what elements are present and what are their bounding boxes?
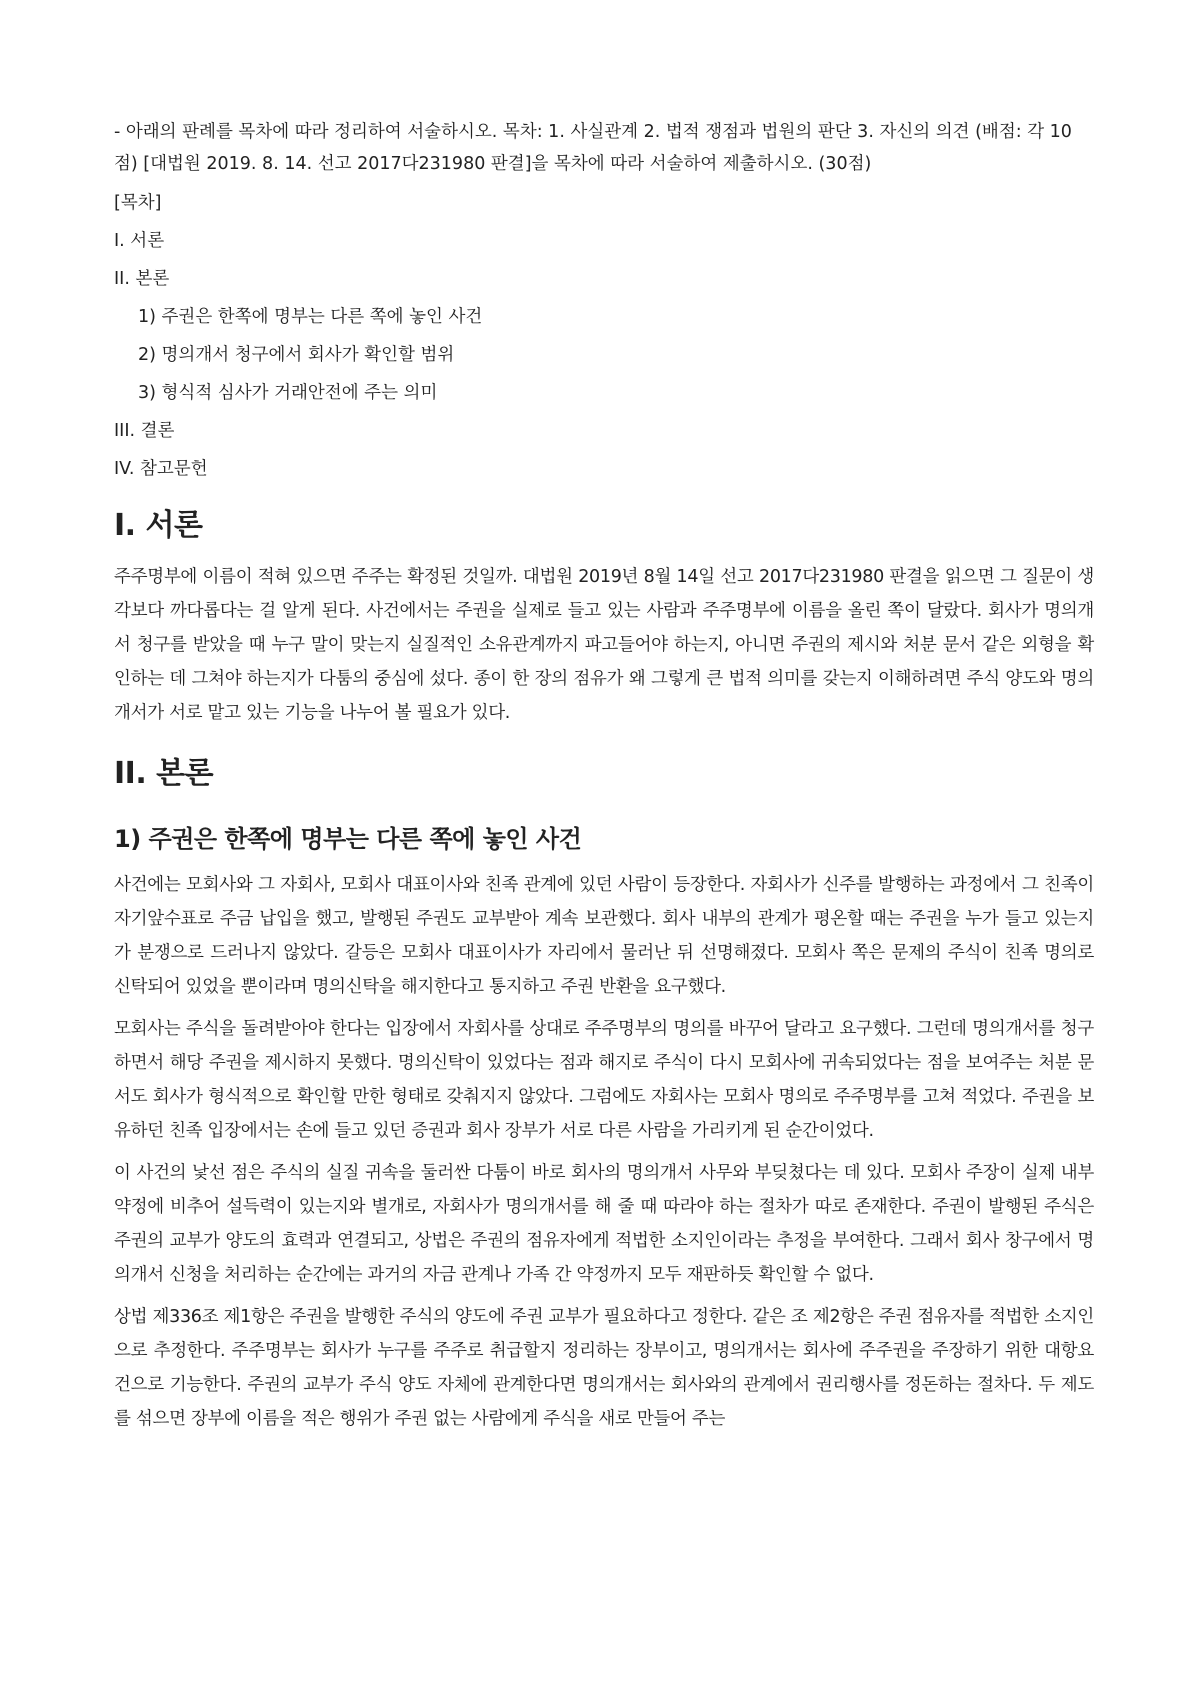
toc-item-body: II. 본론 (114, 269, 170, 289)
toc-subitem-3: 3) 형식적 심사가 거래안전에 주는 의미 (138, 383, 438, 403)
body-paragraph: 이 사건의 낯선 점은 주식의 실질 귀속을 둘러싼 다툼이 바로 회사의 명의개서 사무와 부딪쳤다는 데 있다. 모회사 주장이 실제 내부 약정에 비추어 설득력이 있는지와 별개로, 자회사가 명의개서를 해 줄 때 따라야 하는 절차가 따로 존재한다. 주권이 발행된 주식은 주권의 교부가 양도의 효력과 연결되고, 상법은 주권의 점유자에게 적법한 소지인이라는 추정을 부여한다. 그래서 회사 창구에서 명의개서 신청을 처리하는 순간에는 과거의 자금 관계나 가족 간 약정까지 모두 재판하듯 확인할 수 없다. (114, 1163, 1094, 1285)
toc-subitem-1: 1) 주권은 한쪽에 명부는 다른 쪽에 놓인 사건 (138, 307, 483, 327)
body-paragraph: 모회사는 주식을 돌려받아야 한다는 입장에서 자회사를 상대로 주주명부의 명의를 바꾸어 달라고 요구했다. 그런데 명의개서를 청구하면서 해당 주권을 제시하지 못했다. 명의신탁이 있었다는 점과 해지로 주식이 다시 모회사에 귀속되었다는 점을 보여주는 처분 문서도 회사가 형식적으로 확인할 만한 형태로 갖춰지지 않았다. 그럼에도 자회사는 모회사 명의로 주주명부를 고쳐 적었다. 주권을 보유하던 친족 입장에서는 손에 들고 있던 증권과 회사 장부가 서로 다른 사람을 가리키게 된 순간이었다. (114, 1019, 1094, 1141)
subsection-1-heading: 1) 주권은 한쪽에 명부는 다른 쪽에 놓인 사건 (114, 825, 582, 853)
intro-paragraph: 주주명부에 이름이 적혀 있으면 주주는 확정된 것일까. 대법원 2019년 8월 14일 선고 2017다231980 판결을 읽으면 그 질문이 생각보다 까다롭다는 걸 알게 된다. 사건에서는 주권을 실제로 들고 있는 사람과 주주명부에 이름을 올린 쪽이 달랐다. 회사가 명의개서 청구를 받았을 때 누구 말이 맞는지 실질적인 소유관계까지 파고들어야 하는지, 아니면 주권의 제시와 처분 문서 같은 외형을 확인하는 데 그쳐야 하는지가 다툼의 중심에 섰다. 종이 한 장의 점유가 왜 그렇게 큰 법적 의미를 갖는지 이해하려면 주식 양도와 명의개서가 서로 맡고 있는 기능을 나누어 볼 필요가 있다. (114, 567, 1094, 723)
toc-item-conclusion: III. 결론 (114, 421, 175, 441)
intro-heading: I. 서론 (114, 508, 203, 543)
toc-subitem-2: 2) 명의개서 청구에서 회사가 확인할 범위 (138, 345, 455, 365)
toc-item-intro: I. 서론 (114, 231, 165, 251)
body-paragraph: 사건에는 모회사와 그 자회사, 모회사 대표이사와 친족 관계에 있던 사람이 등장한다. 자회사가 신주를 발행하는 과정에서 그 친족이 자기앞수표로 주금 납입을 했고, 발행된 주권도 교부받아 계속 보관했다. 회사 내부의 관계가 평온할 때는 주권을 누가 들고 있는지가 분쟁으로 드러나지 않았다. 갈등은 모회사 대표이사가 자리에서 물러난 뒤 선명해졌다. 모회사 쪽은 문제의 주식이 친족 명의로 신탁되어 있었을 뿐이라며 명의신탁을 해지한다고 통지하고 주권 반환을 요구했다. (114, 875, 1094, 997)
toc-title: [목차] (114, 193, 162, 213)
document-page (114, 116, 1094, 1444)
assignment-prompt: - 아래의 판례를 목차에 따라 정리하여 서술하시오. 목차: 1. 사실관계 2. 법적 쟁점과 법원의 판단 3. 자신의 의견 (배점: 각 10점) [대법원 2019. 8. 14. 선고 2017다231980 판결]을 목차에 따라 서술하여 제출하시오. (30점) (114, 122, 1072, 174)
toc-item-references: IV. 참고문헌 (114, 459, 208, 479)
body-paragraph: 상법 제336조 제1항은 주권을 발행한 주식의 양도에 주권 교부가 필요하다고 정한다. 같은 조 제2항은 주권 점유자를 적법한 소지인으로 추정한다. 주주명부는 회사가 누구를 주주로 취급할지 정리하는 장부이고, 명의개서는 회사에 주주권을 주장하기 위한 대항요건으로 기능한다. 주권의 교부가 주식 양도 자체에 관계한다면 명의개서는 회사와의 관계에서 권리행사를 정돈하는 절차다. 두 제도를 섞으면 장부에 이름을 적은 행위가 주권 없는 사람에게 주식을 새로 만들어 주는 (114, 1307, 1094, 1429)
table-of-contents (114, 190, 1094, 482)
body-heading: II. 본론 (114, 756, 214, 791)
